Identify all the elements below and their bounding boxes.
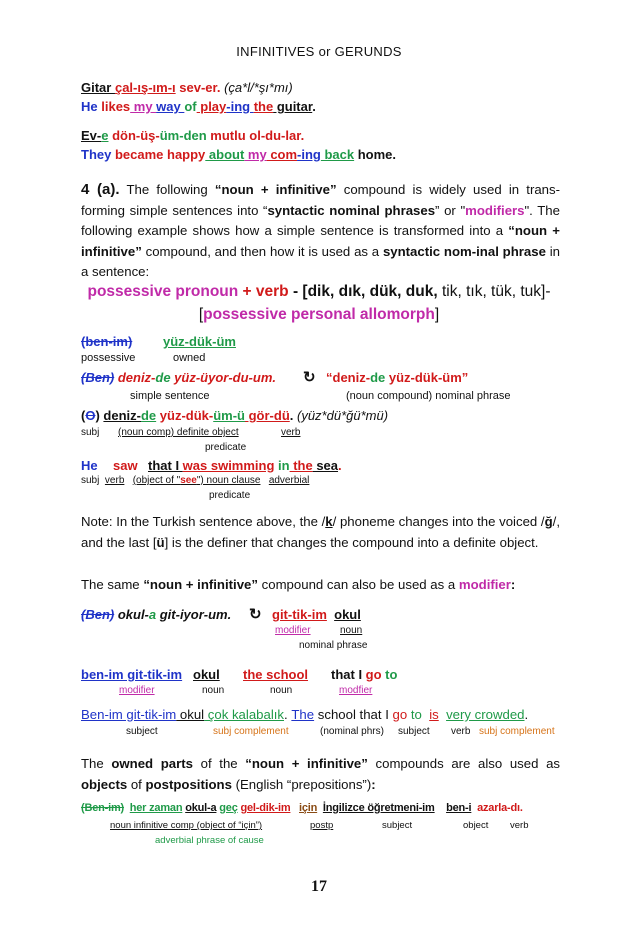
- ex2-suffix-e: e: [101, 128, 109, 143]
- ex10-gloss-object-of-icin: noun infinitive comp (object of “için”): [110, 820, 263, 831]
- ex8-gloss-noun-2: noun: [270, 685, 293, 696]
- ex2-english: [81, 147, 396, 162]
- ex10-gec: geç: [219, 802, 238, 814]
- ex1-en-he: He: [81, 99, 102, 114]
- ex5-o: O: [85, 408, 96, 423]
- owned-term-compound: “noun + infinitive”: [245, 756, 368, 771]
- ex9-gloss-nominal-phrs: (nominal phrs): [320, 726, 384, 737]
- formula-dash: - [: [288, 283, 308, 300]
- ex6-gloss-object: [133, 475, 261, 486]
- ex10-azarladi: azarla-dı.: [477, 802, 523, 814]
- note-phoneme-g: ğ: [544, 514, 553, 529]
- ex2-turkish: [81, 128, 304, 143]
- ex10-ingilizce: İngilizce öğretmeni-im: [322, 802, 435, 814]
- section-4a-term-5: syntactic nom-inal phrase: [382, 243, 546, 259]
- ex2-suffix-umden: üm-den: [159, 128, 207, 143]
- ex2-en-my: my: [244, 147, 267, 162]
- ex2-en-ing: -ing: [297, 147, 321, 162]
- ex9-gloss-subj-complement: subj complement: [213, 726, 289, 737]
- ex4-deniz: deniz-: [114, 370, 156, 385]
- ex9-okul: okul: [176, 707, 205, 722]
- ex9-line: [81, 707, 528, 722]
- section-4a-text-5: compound, and then how it is used as a: [141, 243, 383, 259]
- ex5-yuzduk: yüz-dük-: [156, 408, 214, 423]
- ex9-gloss-subj-complement-en: subj complement: [479, 726, 555, 737]
- ex1-en-likes: likes: [101, 99, 131, 114]
- ex2-en-back: back: [320, 147, 355, 162]
- ex1-turkish: [81, 80, 293, 95]
- ex8-go: go: [365, 667, 382, 682]
- page-number: 17: [311, 878, 327, 895]
- ex9-very-crowded: very crowded: [446, 707, 525, 722]
- ex8-okul: okul: [193, 667, 220, 682]
- ex6-gloss-object-a: (object of ": [132, 475, 181, 486]
- ex10-beni: ben-i: [446, 802, 472, 814]
- ex9-period-2: .: [524, 707, 529, 722]
- ex10-benim: (Ben-im): [81, 802, 125, 814]
- ex5-gloss-predicate: predicate: [205, 442, 247, 453]
- same-text-2: compound can also be used as a: [257, 577, 459, 592]
- ex4-ben: (Ben): [81, 370, 115, 385]
- section-4a-term-1: “noun + infinitive”: [214, 182, 337, 197]
- ex9-period-1: .: [284, 707, 288, 722]
- ex7-a: a: [148, 607, 157, 622]
- note-text-3: /, and the last [: [81, 514, 560, 550]
- owned-term-postpositions: postpositions: [145, 776, 232, 792]
- ex5-gloss-verb: verb: [281, 427, 301, 438]
- section-4a-term-2: syntactic nominal phrases: [267, 202, 436, 218]
- ex9-cok-kalabalik: çok kalabalık: [204, 707, 285, 722]
- owned-colon: :: [371, 776, 376, 792]
- ex6-in: in: [274, 458, 290, 473]
- formula-verb: verb: [255, 283, 289, 300]
- ex9-to: to: [407, 707, 422, 722]
- same-modifier: modifier: [458, 577, 511, 592]
- ex1-en-of: of: [184, 99, 197, 114]
- ex10-line: [81, 802, 523, 814]
- ex1-en-the: the: [253, 99, 274, 114]
- ex4-yuzuyordum: yüz-üyor-du-um.: [170, 370, 276, 385]
- ex6-gloss-predicate: predicate: [209, 490, 251, 501]
- formula-line-2: [0, 304, 638, 326]
- ex9-school-that-i: school that I: [314, 707, 393, 722]
- ex6-was-swimming: was swimming: [182, 458, 275, 473]
- ex3-gloss-possessive: possessive: [81, 352, 136, 364]
- formula-possessive-allomorph: possessive personal allomorph: [203, 306, 435, 323]
- owned-term-objects: objects: [81, 776, 128, 792]
- ex1-en-guitar: guitar: [273, 99, 313, 114]
- ex10-gloss-subject: subject: [382, 820, 413, 831]
- ex8-gloss-modifier: modifier: [119, 685, 155, 696]
- ex1-syllables: (ça*l/*şı*mı): [220, 80, 293, 95]
- ex1-word-gitar: Gitar: [81, 80, 115, 95]
- ex5-umu: üm-ü: [213, 408, 245, 423]
- ex4-compound-yuzdukum: yüz-dük-üm”: [385, 370, 469, 385]
- ex9-go: go: [392, 707, 408, 722]
- ex2-en-com: com: [266, 147, 298, 162]
- ex5-de: de: [140, 408, 157, 423]
- formula-line-1: [0, 281, 638, 303]
- transform-arrow-icon-2: ↻: [249, 606, 262, 623]
- ex4-gloss-nominal-phrase: (noun compound) nominal phrase: [346, 390, 511, 402]
- ex10-gloss-adverbial-cause: adverbial phrase of cause: [155, 835, 264, 846]
- ex5-paren-open: (: [81, 408, 86, 423]
- note-text-1: Note: In the Turkish sentence above, the /: [81, 514, 326, 529]
- ex2-en-about: about: [205, 147, 245, 162]
- ex7-gidiyorum: git-iyor-um.: [156, 607, 232, 622]
- ex9-the: The: [291, 707, 315, 722]
- ex5-deniz: deniz-: [103, 408, 141, 423]
- ex1-en-play: play: [196, 99, 227, 114]
- section-4a-paragraph: [81, 180, 560, 283]
- ex5-gordu: gör-dü: [245, 408, 290, 423]
- ex9-gloss-subject-en: subject: [398, 726, 430, 737]
- ex5-paren-close: ): [95, 408, 104, 423]
- section-4a-text-2: compound is widely used in trans-forming simple sentences into “: [81, 182, 560, 218]
- ex10-gloss-object: object: [463, 820, 489, 831]
- ex8-that-i: that I: [331, 667, 366, 682]
- ex1-english: [81, 99, 316, 114]
- ex10-her-zaman: her zaman: [129, 802, 183, 814]
- formula-bracket-open: [: [198, 306, 204, 323]
- ex6-gloss-adverbial: adverbial: [268, 475, 310, 486]
- ex7-okul: okul-: [114, 607, 149, 622]
- section-4a-label: 4 (a).: [81, 181, 120, 198]
- section-4a-text-6: in a sentence:: [81, 243, 560, 279]
- owned-text-1: The: [81, 756, 112, 771]
- note-paragraph: [81, 512, 560, 553]
- section-4a-text-1: The following: [119, 182, 215, 197]
- transform-arrow-icon: ↻: [303, 369, 316, 386]
- ex10-icin: için: [299, 802, 318, 814]
- ex10-gloss-postp: postp: [310, 820, 334, 831]
- note-text-2: / phoneme changes into the voiced /: [332, 514, 545, 529]
- ex9-gloss-verb: verb: [451, 726, 471, 737]
- owned-text-2: of the: [193, 756, 246, 771]
- owned-term-parts: owned parts: [111, 756, 194, 771]
- ex4-line: [81, 370, 276, 385]
- note-phoneme-k: k: [325, 514, 333, 529]
- ex6-the: the: [289, 458, 313, 473]
- ex5-gloss-subj: subj: [81, 427, 100, 438]
- ex10-gloss-verb: verb: [510, 820, 529, 831]
- page-header: INFINITIVES or GERUNDS: [236, 44, 402, 59]
- ex9-is: is: [429, 707, 439, 722]
- ex7-gloss-modifier: modifier: [275, 625, 311, 636]
- ex6-clause: [148, 458, 342, 473]
- ex10-geldikim: gel-dik-im: [240, 802, 291, 814]
- owned-text-5: (English “prepositions”): [231, 776, 372, 792]
- ex5-period: .: [289, 408, 294, 423]
- ex8-that-i-go-to: [331, 667, 397, 682]
- ex8-benim-gittikim: ben-im git-tik-im: [81, 667, 183, 682]
- same-text-1: The same: [81, 577, 144, 592]
- ex5-line: [81, 408, 388, 423]
- section-4a-text-4: ". The following example shows how a simple sentence is transformed into a: [81, 202, 560, 238]
- ex4-compound-deniz: “deniz-: [326, 370, 371, 385]
- ex4-de: de: [155, 370, 171, 385]
- formula-suffixes: tik, tık, tük, tuk]-: [437, 283, 551, 300]
- ex4-compound-de: de: [370, 370, 386, 385]
- ex2-en-became: became happy: [114, 147, 206, 162]
- ex8-the-school: the school: [243, 667, 309, 682]
- ex6-period: .: [338, 458, 342, 473]
- ex6-gloss-noun-clause: ") noun clause: [196, 475, 261, 486]
- ex3-yuzdukum-text: yüz-dük-üm: [163, 334, 236, 349]
- ex1-en-period: .: [312, 99, 316, 114]
- ex6-gloss-see: see: [180, 475, 197, 486]
- ex1-en-my: my: [130, 99, 157, 114]
- section-4a-text-3: ” or ": [435, 202, 466, 218]
- owned-text-4: of: [127, 776, 146, 792]
- ex6-sea: sea: [312, 458, 339, 473]
- note-text-4: ] is the definer that changes the compound into a definite object.: [164, 534, 539, 550]
- ex3-gloss-owned: owned: [173, 352, 206, 364]
- ex3-benim: (ben-im): [81, 334, 133, 349]
- ex3-line: [81, 334, 132, 349]
- owned-text-3: compounds are also used as: [367, 756, 561, 771]
- ex8-to: to: [381, 667, 398, 682]
- ex1-en-ing: -ing: [226, 99, 254, 114]
- ex6-saw: saw: [113, 458, 138, 473]
- ex7-gloss-nominal-phrase: nominal phrase: [299, 640, 368, 651]
- ex1-word-calisimi: çal-ış-ım-ı: [114, 80, 176, 95]
- ex2-en-they: They: [81, 147, 115, 162]
- same-term: “noun + infinitive”: [143, 577, 258, 592]
- ex8-gloss-modfier: modfier: [339, 685, 373, 696]
- ex8-gloss-noun-1: noun: [202, 685, 225, 696]
- ex2-en-home: home.: [354, 147, 397, 162]
- ex9-gloss-subject: subject: [126, 726, 158, 737]
- section-4a-term-4: “noun + infinitive”: [81, 223, 560, 259]
- formula-possessive-pronoun: possessive pronoun: [87, 283, 239, 300]
- ex6-gloss-subj: subj: [81, 475, 100, 486]
- ex7-okul-noun: okul: [334, 607, 361, 622]
- ex3-yuzdukum: [163, 334, 236, 349]
- note-definer-u: ü: [156, 534, 165, 550]
- ex7-ben: (Ben): [81, 607, 115, 622]
- formula-plus: +: [238, 283, 256, 300]
- ex1-word-sever: sev-er.: [175, 80, 221, 95]
- ex7-line: [81, 607, 231, 622]
- formula-suffixes-bold: dik, dık, dük, duk,: [307, 283, 438, 300]
- ex6-that-i: that I: [148, 458, 183, 473]
- same-colon: :: [510, 577, 516, 592]
- ex2-word-mutlu: mutlu ol-du-lar.: [206, 128, 305, 143]
- section-4a-term-3: modifiers: [465, 202, 525, 218]
- ex7-gittikim: git-tik-im: [272, 607, 327, 622]
- formula-bracket-close: ]: [434, 306, 440, 323]
- ex6-gloss-line: [81, 475, 309, 486]
- ex4-gloss-simple-sentence: simple sentence: [130, 390, 210, 402]
- ex9-benim-gittikim: Ben-im git-tik-im: [81, 707, 177, 722]
- same-compound-line: [81, 577, 515, 592]
- ex7-gloss-noun: noun: [340, 625, 363, 636]
- ex2-word-donus: dön-üş-: [108, 128, 160, 143]
- ex10-okula: okul-a: [185, 802, 217, 814]
- ex1-en-way: way: [156, 99, 185, 114]
- ex5-gloss-definite-object: (noun comp) definite object: [118, 427, 239, 438]
- ex5-syllables: (yüz*dü*ğü*mü): [293, 408, 389, 423]
- ex6-he: He: [81, 458, 98, 473]
- owned-parts-paragraph: [81, 754, 560, 795]
- ex2-word-ev: Ev-: [81, 128, 102, 143]
- ex7-compound: [272, 607, 361, 622]
- ex4-compound: [326, 370, 468, 385]
- ex6-gloss-verb: verb: [104, 475, 125, 486]
